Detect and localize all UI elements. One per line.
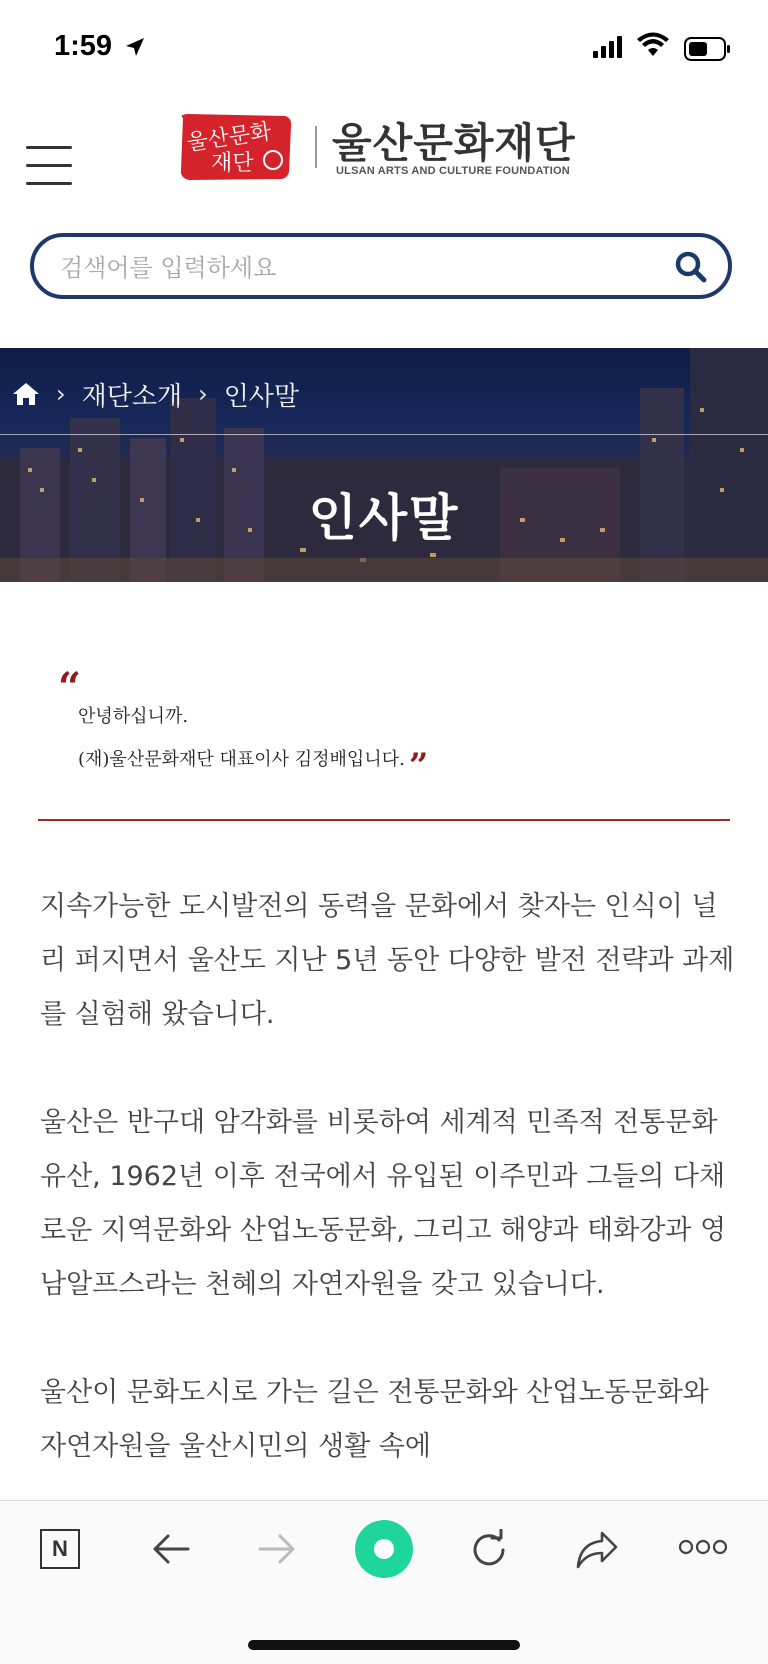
hamburger-menu-button[interactable] (26, 144, 72, 188)
seal-logo-icon (177, 112, 293, 182)
page-title: 인사말 (308, 489, 460, 547)
back-arrow-icon[interactable] (150, 1529, 192, 1569)
forward-arrow-icon[interactable] (256, 1529, 298, 1569)
quote-line-2: (재)울산문화재단 대표이사 김정배입니다. (78, 749, 405, 770)
quote-line-1: 안녕하십니까. (78, 706, 189, 727)
wifi-icon (636, 32, 670, 58)
green-dot-button-icon[interactable] (354, 1519, 414, 1579)
svg-text:재단: 재단 (211, 151, 254, 176)
paragraph-3: 울산이 문화도시로 가는 길은 전통문화와 산업노동문화와 자연자원을 울산시민의 생활 속에 (40, 1377, 709, 1462)
logo-title[interactable]: 울산문화재단 (332, 119, 576, 167)
breadcrumb (12, 374, 299, 414)
logo-divider (315, 126, 317, 168)
breadcrumb-item-foundation[interactable]: 재단소개 (81, 381, 183, 412)
svg-text:울산문화: 울산문화 (185, 119, 273, 157)
chevron-right-icon: › (198, 380, 208, 408)
breadcrumb-divider (0, 434, 768, 435)
logo-subtitle: ULSAN ARTS AND CULTURE FOUNDATION (336, 165, 570, 177)
paragraph-1: 지속가능한 도시발전의 동력을 문화에서 찾자는 인식이 널리 퍼지면서 울산도 지난 5년 동안 다양한 발전 전략과 과제를 실험해 왔습니다. (40, 891, 735, 1030)
quote-line-2-wrap (78, 734, 429, 786)
more-options-icon[interactable] (678, 1537, 728, 1557)
search-box (30, 233, 732, 299)
naver-icon: N (40, 1529, 80, 1569)
breadcrumb-item-greeting[interactable]: 인사말 (223, 381, 300, 412)
status-time: 1:59 (54, 30, 113, 62)
home-icon[interactable] (12, 381, 40, 407)
hero-banner (0, 348, 768, 582)
search-icon[interactable] (674, 250, 708, 284)
naver-button[interactable] (40, 1529, 80, 1569)
cellular-signal-icon (593, 36, 625, 58)
quote-close-mark: ” (408, 746, 429, 786)
logo-seal[interactable] (177, 112, 293, 182)
battery-icon (684, 37, 732, 61)
status-bar (0, 0, 768, 96)
quote-open-mark: “ (58, 664, 82, 711)
greeting-body (40, 880, 740, 1528)
paragraph-2: 울산은 반구대 암각화를 비롯하여 세계적 민족적 전통문화 유산, 1962년 이후 전국에서 유입된 이주민과 그들의 다채로운 지역문화와 산업노동문화, 그리고 해양과 태화강과 영남알프스라는 천혜의 자연자원을 갖고 있습니다. (40, 1107, 727, 1300)
share-icon[interactable] (574, 1529, 620, 1571)
home-indicator[interactable] (248, 1640, 520, 1650)
chevron-right-icon: › (56, 380, 66, 408)
refresh-icon[interactable] (468, 1529, 510, 1571)
location-arrow-icon (124, 36, 146, 58)
section-divider (38, 819, 730, 821)
search-input[interactable] (58, 247, 662, 289)
